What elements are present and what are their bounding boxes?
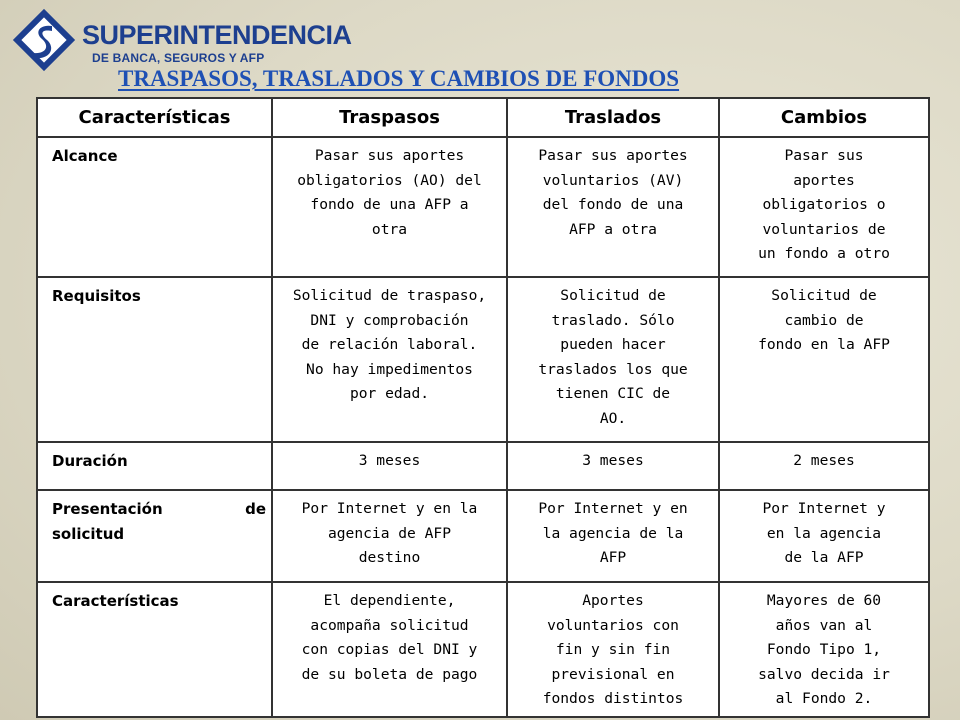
page-title: TRASPASOS, TRASLADOS Y CAMBIOS DE FONDOS	[118, 66, 680, 91]
row-label-duracion: Duración	[37, 442, 272, 490]
sbs-logo	[12, 8, 352, 72]
table-cell: Aportes voluntarios con fin y sin fin previsional en fondos distintos	[507, 582, 719, 717]
table-cell: Pasar sus aportes obligatorios o voluntarios de un fondo a otro	[719, 137, 929, 277]
logo-name: SUPERINTENDENCIA	[82, 20, 352, 50]
table-cell: Por Internet y en la agencia de AFP destino	[272, 490, 507, 582]
table-cell: Solicitud de traslado. Sólo pueden hacer traslados los que tienen CIC de AO.	[507, 277, 719, 442]
comparison-table	[36, 97, 930, 718]
table-cell: Pasar sus aportes voluntarios (AV) del fondo de una AFP a otra	[507, 137, 719, 277]
header-cambios: Cambios	[719, 98, 929, 137]
logo-subtitle: DE BANCA, SEGUROS Y AFP	[92, 51, 265, 65]
table-cell: Mayores de 60 años van al Fondo Tipo 1, salvo decida ir al Fondo 2.	[719, 582, 929, 717]
table-header-row	[37, 98, 929, 137]
table-cell: Pasar sus aportes obligatorios (AO) del fondo de una AFP a otra	[272, 137, 507, 277]
table-cell: 2 meses	[719, 442, 929, 490]
table-row	[37, 490, 929, 582]
row-label-caracteristicas: Características	[37, 582, 272, 717]
table-cell: El dependiente, acompaña solicitud con copias del DNI y de su boleta de pago	[272, 582, 507, 717]
sbs-emblem-icon	[12, 8, 76, 72]
table-row	[37, 582, 929, 717]
table-row	[37, 277, 929, 442]
table-cell: Solicitud de cambio de fondo en la AFP	[719, 277, 929, 442]
header-traslados: Traslados	[507, 98, 719, 137]
row-label-requisitos: Requisitos	[37, 277, 272, 442]
table-cell: Solicitud de traspaso, DNI y comprobación de relación laboral. No hay impedimentos por edad.	[272, 277, 507, 442]
header-traspasos: Traspasos	[272, 98, 507, 137]
row-label-alcance: Alcance	[37, 137, 272, 277]
table-row	[37, 442, 929, 490]
table-cell: Por Internet y en la agencia de la AFP	[719, 490, 929, 582]
row-label-presentacion: Presentación de solicitud	[37, 490, 272, 582]
header-caracteristicas: Características	[37, 98, 272, 137]
table-cell: 3 meses	[272, 442, 507, 490]
table-row	[37, 137, 929, 277]
table-cell: 3 meses	[507, 442, 719, 490]
table-cell: Por Internet y en la agencia de la AFP	[507, 490, 719, 582]
